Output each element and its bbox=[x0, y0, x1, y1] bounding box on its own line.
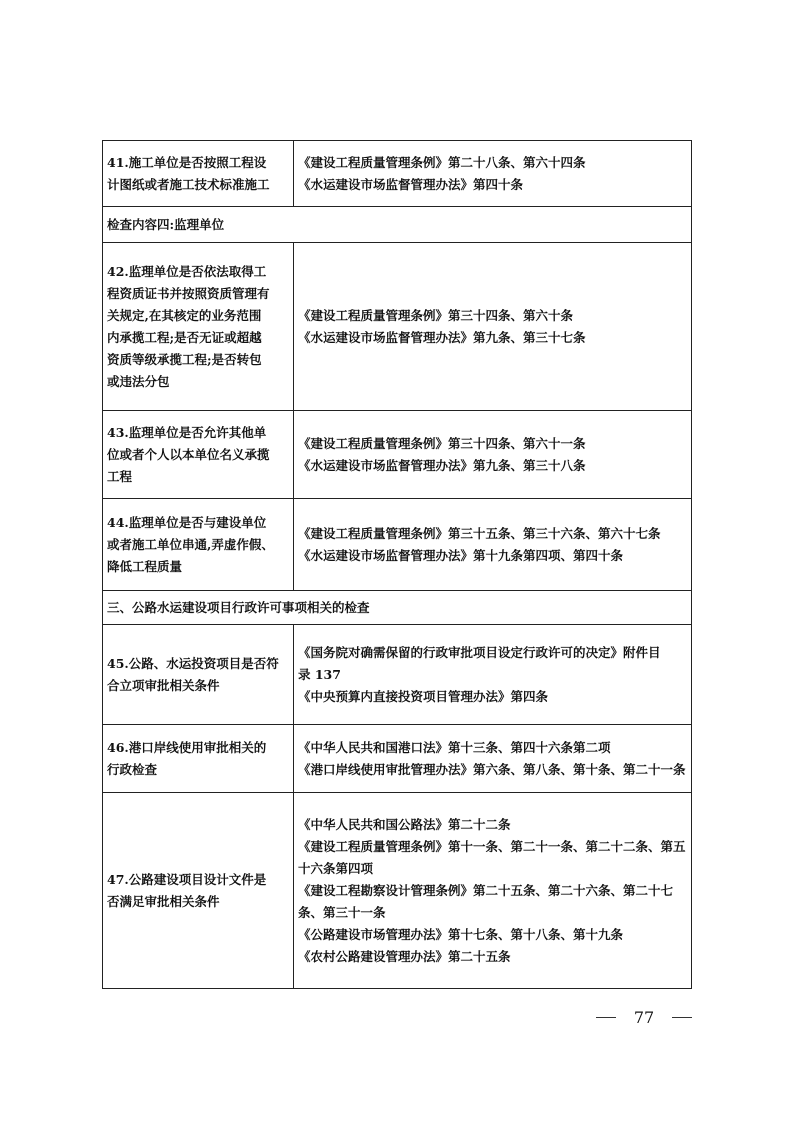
table-row bbox=[103, 243, 692, 411]
legal-basis-line: 录 137 bbox=[298, 666, 341, 682]
section-heading bbox=[103, 591, 692, 625]
section-heading bbox=[103, 207, 692, 243]
legal-basis-line: 《建设工程质量管理条例》第三十四条、第六十条 bbox=[298, 307, 574, 323]
legal-basis-line: 《建设工程质量管理条例》第三十四条、第六十一条 bbox=[298, 435, 586, 451]
section-row bbox=[103, 591, 692, 625]
legal-basis-line: 条、第三十一条 bbox=[298, 904, 386, 920]
table-row bbox=[103, 141, 692, 207]
table-row bbox=[103, 499, 692, 591]
regulation-table bbox=[102, 140, 692, 989]
check-item-line: 关规定,在其核定的业务范围 bbox=[107, 307, 262, 323]
check-item-line: 行政检查 bbox=[107, 761, 158, 777]
table-row bbox=[103, 793, 692, 989]
check-item-line: 42.监理单位是否依法取得工 bbox=[107, 263, 267, 279]
section-heading-text: 检查内容四:监理单位 bbox=[107, 216, 225, 232]
dash-left bbox=[596, 1017, 616, 1018]
check-item-line: 或者施工单位串通,弄虚作假、 bbox=[107, 536, 274, 552]
section-heading-text: 三、公路水运建设项目行政许可事项相关的检查 bbox=[107, 599, 370, 615]
legal-basis-line: 《水运建设市场监督管理办法》第四十条 bbox=[298, 176, 524, 192]
section-row bbox=[103, 207, 692, 243]
table-body bbox=[103, 141, 692, 989]
legal-basis-line: 《水运建设市场监督管理办法》第九条、第三十八条 bbox=[298, 457, 586, 473]
check-item-line: 43.监理单位是否允许其他单 bbox=[107, 424, 267, 440]
check-item-line: 降低工程质量 bbox=[107, 558, 183, 574]
legal-basis-line: 《港口岸线使用审批管理办法》第六条、第八条、第十条、第二十一条 bbox=[298, 761, 686, 777]
legal-basis-line: 《中央预算内直接投资项目管理办法》第四条 bbox=[298, 688, 549, 704]
legal-basis-line: 《建设工程勘察设计管理条例》第二十五条、第二十六条、第二十七 bbox=[298, 882, 674, 898]
check-item-cell bbox=[103, 625, 294, 725]
check-item-cell bbox=[103, 411, 294, 499]
table-row bbox=[103, 411, 692, 499]
check-item-cell bbox=[103, 141, 294, 207]
legal-basis-cell bbox=[294, 725, 692, 793]
check-item-line: 否满足审批相关条件 bbox=[107, 893, 220, 909]
check-item-line: 44.监理单位是否与建设单位 bbox=[107, 514, 267, 530]
legal-basis-line: 《中华人民共和国港口法》第十三条、第四十六条第二项 bbox=[298, 739, 611, 755]
check-item-line: 工程 bbox=[107, 468, 133, 484]
legal-basis-cell bbox=[294, 411, 692, 499]
legal-basis-line: 《水运建设市场监督管理办法》第十九条第四项、第四十条 bbox=[298, 547, 624, 563]
dash-right bbox=[672, 1017, 692, 1018]
check-item-line: 计图纸或者施工技术标准施工 bbox=[107, 176, 270, 192]
legal-basis-line: 《水运建设市场监督管理办法》第九条、第三十七条 bbox=[298, 329, 586, 345]
legal-basis-line: 《建设工程质量管理条例》第十一条、第二十一条、第二十二条、第五 bbox=[298, 838, 686, 854]
table-row bbox=[103, 725, 692, 793]
check-item-line: 内承揽工程;是否无证或超越 bbox=[107, 329, 262, 345]
check-item-line: 合立项审批相关条件 bbox=[107, 677, 220, 693]
check-item-line: 47.公路建设项目设计文件是 bbox=[107, 871, 267, 887]
check-item-line: 46.港口岸线使用审批相关的 bbox=[107, 739, 267, 755]
table-row bbox=[103, 625, 692, 725]
check-item-line: 资质等级承揽工程;是否转包 bbox=[107, 351, 262, 367]
check-item-line: 程资质证书并按照资质管理有 bbox=[107, 285, 270, 301]
legal-basis-line: 《农村公路建设管理办法》第二十五条 bbox=[298, 948, 511, 964]
legal-basis-cell bbox=[294, 243, 692, 411]
legal-basis-cell bbox=[294, 499, 692, 591]
page-number: 77 bbox=[633, 1008, 655, 1027]
check-item-line: 45.公路、水运投资项目是否符 bbox=[107, 655, 279, 671]
legal-basis-line: 《中华人民共和国公路法》第二十二条 bbox=[298, 816, 511, 832]
legal-basis-line: 《公路建设市场管理办法》第十七条、第十八条、第十九条 bbox=[298, 926, 624, 942]
check-item-cell bbox=[103, 499, 294, 591]
legal-basis-cell bbox=[294, 793, 692, 989]
check-item-cell bbox=[103, 793, 294, 989]
page-footer bbox=[596, 1008, 692, 1027]
check-item-cell bbox=[103, 243, 294, 411]
legal-basis-line: 《国务院对确需保留的行政审批项目设定行政许可的决定》附件目 bbox=[298, 644, 661, 660]
legal-basis-line: 《建设工程质量管理条例》第三十五条、第三十六条、第六十七条 bbox=[298, 525, 661, 541]
legal-basis-cell bbox=[294, 141, 692, 207]
legal-basis-line: 十六条第四项 bbox=[298, 860, 374, 876]
check-item-line: 位或者个人以本单位名义承揽 bbox=[107, 446, 270, 462]
check-item-line: 或违法分包 bbox=[107, 373, 170, 389]
legal-basis-line: 《建设工程质量管理条例》第二十八条、第六十四条 bbox=[298, 154, 586, 170]
check-item-line: 41.施工单位是否按照工程设 bbox=[107, 154, 267, 170]
check-item-cell bbox=[103, 725, 294, 793]
legal-basis-cell bbox=[294, 625, 692, 725]
